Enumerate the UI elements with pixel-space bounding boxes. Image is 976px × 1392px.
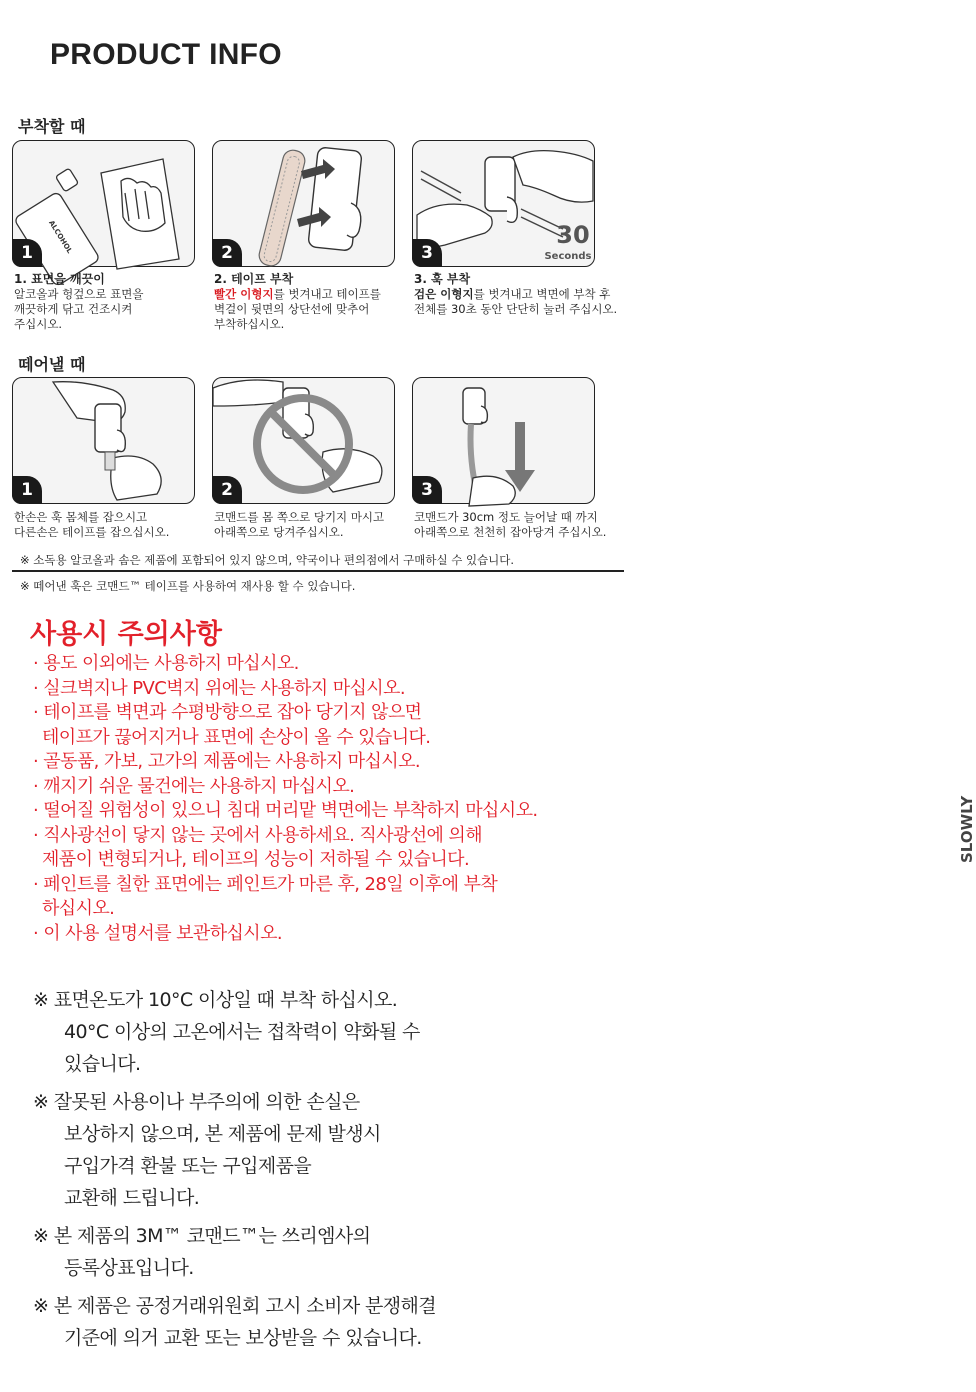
note-alcohol: ※ 소독용 알코올과 솜은 제품에 포함되어 있지 않으며, 약국이나 편의점에서 구매하실 수 있습니다. bbox=[20, 553, 515, 567]
hook-plate-icon bbox=[308, 147, 362, 251]
step-number-badge: 1 bbox=[12, 476, 42, 504]
attach-step-1-illustration bbox=[12, 140, 195, 267]
footnotes bbox=[33, 984, 633, 1360]
hook-icon bbox=[485, 157, 517, 222]
attach-step-3-illustration bbox=[412, 140, 595, 267]
tape-strip-icon bbox=[257, 148, 307, 268]
attach-step-3-caption: 3. 훅 부착 검은 이형지를 벗겨내고 벽면에 부착 후 전체를 30초 동안 단단히 눌러 주십시오. bbox=[414, 272, 618, 316]
step-number-badge: 3 bbox=[412, 239, 442, 267]
hook-icon bbox=[95, 404, 125, 452]
footnote-temperature: ※ 표면온도가 10°C 이상일 때 부착 하십시오. 40°C 이상의 고온에서는 접착력이 약화될 수 있습니다. bbox=[33, 989, 420, 1075]
caution-line: · 떨어질 위험성이 있으니 침대 머리맡 벽면에는 부착하지 마십시오. bbox=[33, 800, 538, 821]
hand-icon bbox=[469, 476, 515, 506]
caution-line: · 테이프를 벽면과 수평방향으로 잡아 당기지 않으면 bbox=[33, 702, 422, 723]
hook-icon bbox=[463, 388, 487, 424]
detach-step-1-caption: 한손은 훅 몸체를 잡으시고 다른손은 테이프를 잡으십시오. bbox=[14, 510, 170, 539]
step-number-badge: 1 bbox=[12, 239, 42, 267]
caution-line: · 이 사용 설명서를 보관하십시오. bbox=[33, 922, 282, 944]
note-reuse: ※ 떼어낸 훅은 코맨드™ 테이프를 사용하여 재사용 할 수 있습니다. bbox=[20, 579, 356, 593]
attach-step-2-caption: 2. 테이프 부착 빨간 이형지를 벗겨내고 테이프를 벽걸이 뒷면의 상단선에 맞추어 부착하십시오. bbox=[214, 272, 381, 331]
step-number-badge: 3 bbox=[412, 476, 442, 504]
detach-step-1-illustration bbox=[12, 377, 195, 504]
step-title: 3. 훅 부착 bbox=[414, 272, 471, 286]
attach-section-title: 부착할 때 bbox=[18, 117, 86, 136]
step-title: 2. 테이프 부착 bbox=[214, 272, 294, 286]
detach-step-3-caption: 코맨드가 30cm 정도 늘어날 때 까지 아래쪽으로 천천히 잡아당겨 주십시오. bbox=[414, 510, 607, 539]
caution-line: 제품이 변형되거나, 테이프의 성능이 저하될 수 있습니다. bbox=[42, 849, 470, 870]
slowly-label: SLOWLY bbox=[958, 795, 976, 863]
timer-value: 30 bbox=[556, 221, 590, 249]
step-title: 1. 표면을 깨끗이 bbox=[14, 272, 105, 286]
caution-line: · 골동품, 가보, 고가의 제품에는 사용하지 마십시오. bbox=[33, 751, 420, 772]
cloth-hand-icon bbox=[101, 159, 179, 269]
timer-unit: Seconds bbox=[544, 251, 592, 262]
black-liner-highlight: 검은 이형지 bbox=[414, 287, 474, 301]
caution-line: 테이프가 끊어지거나 표면에 손상이 올 수 있습니다. bbox=[42, 726, 431, 748]
detach-step-2-illustration bbox=[212, 377, 395, 504]
attach-step-1-caption: 1. 표면을 깨끗이 알코올과 헝겊으로 표면을 깨끗하게 닦고 건조시켜 주십시오. bbox=[14, 272, 144, 331]
step-number-badge: 2 bbox=[212, 239, 242, 267]
caution-title: 사용시 주의사항 bbox=[30, 619, 222, 650]
detach-section-title: 떼어낼 때 bbox=[18, 355, 86, 374]
footnote-dispute: ※ 본 제품은 공정거래위원회 고시 소비자 분쟁해결 기준에 의거 교환 또는 보상받을 수 있습니다. bbox=[33, 1295, 437, 1349]
caution-line: · 직사광선이 닿지 않는 곳에서 사용하세요. 직사광선에 의해 bbox=[33, 824, 483, 846]
down-arrow-icon bbox=[505, 422, 535, 492]
caution-line: · 깨지기 쉬운 물건에는 사용하지 마십시오. bbox=[33, 775, 355, 797]
footnote-trademark: ※ 본 제품의 3M™ 코맨드™는 쓰리엠사의 등록상표입니다. bbox=[33, 1225, 371, 1279]
caution-line: · 실크벽지나 PVC벽지 위에는 사용하지 마십시오. bbox=[33, 677, 405, 699]
caution-line: · 용도 이외에는 사용하지 마십시오. bbox=[33, 653, 299, 674]
page-title: PRODUCT INFO bbox=[50, 38, 282, 71]
step-number-badge: 2 bbox=[212, 476, 242, 504]
caution-line: 하십시오. bbox=[42, 898, 115, 919]
attach-step-2-illustration bbox=[212, 140, 395, 267]
caution-list bbox=[33, 652, 633, 946]
footnote-liability: ※ 잘못된 사용이나 부주의에 의한 손실은 보상하지 않으며, 본 제품에 문제 발생시 구입가격 환불 또는 구입제품을 교환해 드립니다. bbox=[33, 1091, 381, 1209]
red-liner-highlight: 빨간 이형지 bbox=[214, 287, 274, 301]
detach-step-2-caption: 코맨드를 몸 쪽으로 당기지 마시고 아래쪽으로 당겨주십시오. bbox=[214, 510, 385, 539]
bottle-label: ALCOHOL bbox=[47, 219, 74, 255]
divider bbox=[12, 570, 624, 572]
caution-line: · 페인트를 칠한 표면에는 페인트가 마른 후, 28일 이후에 부착 bbox=[33, 873, 498, 895]
